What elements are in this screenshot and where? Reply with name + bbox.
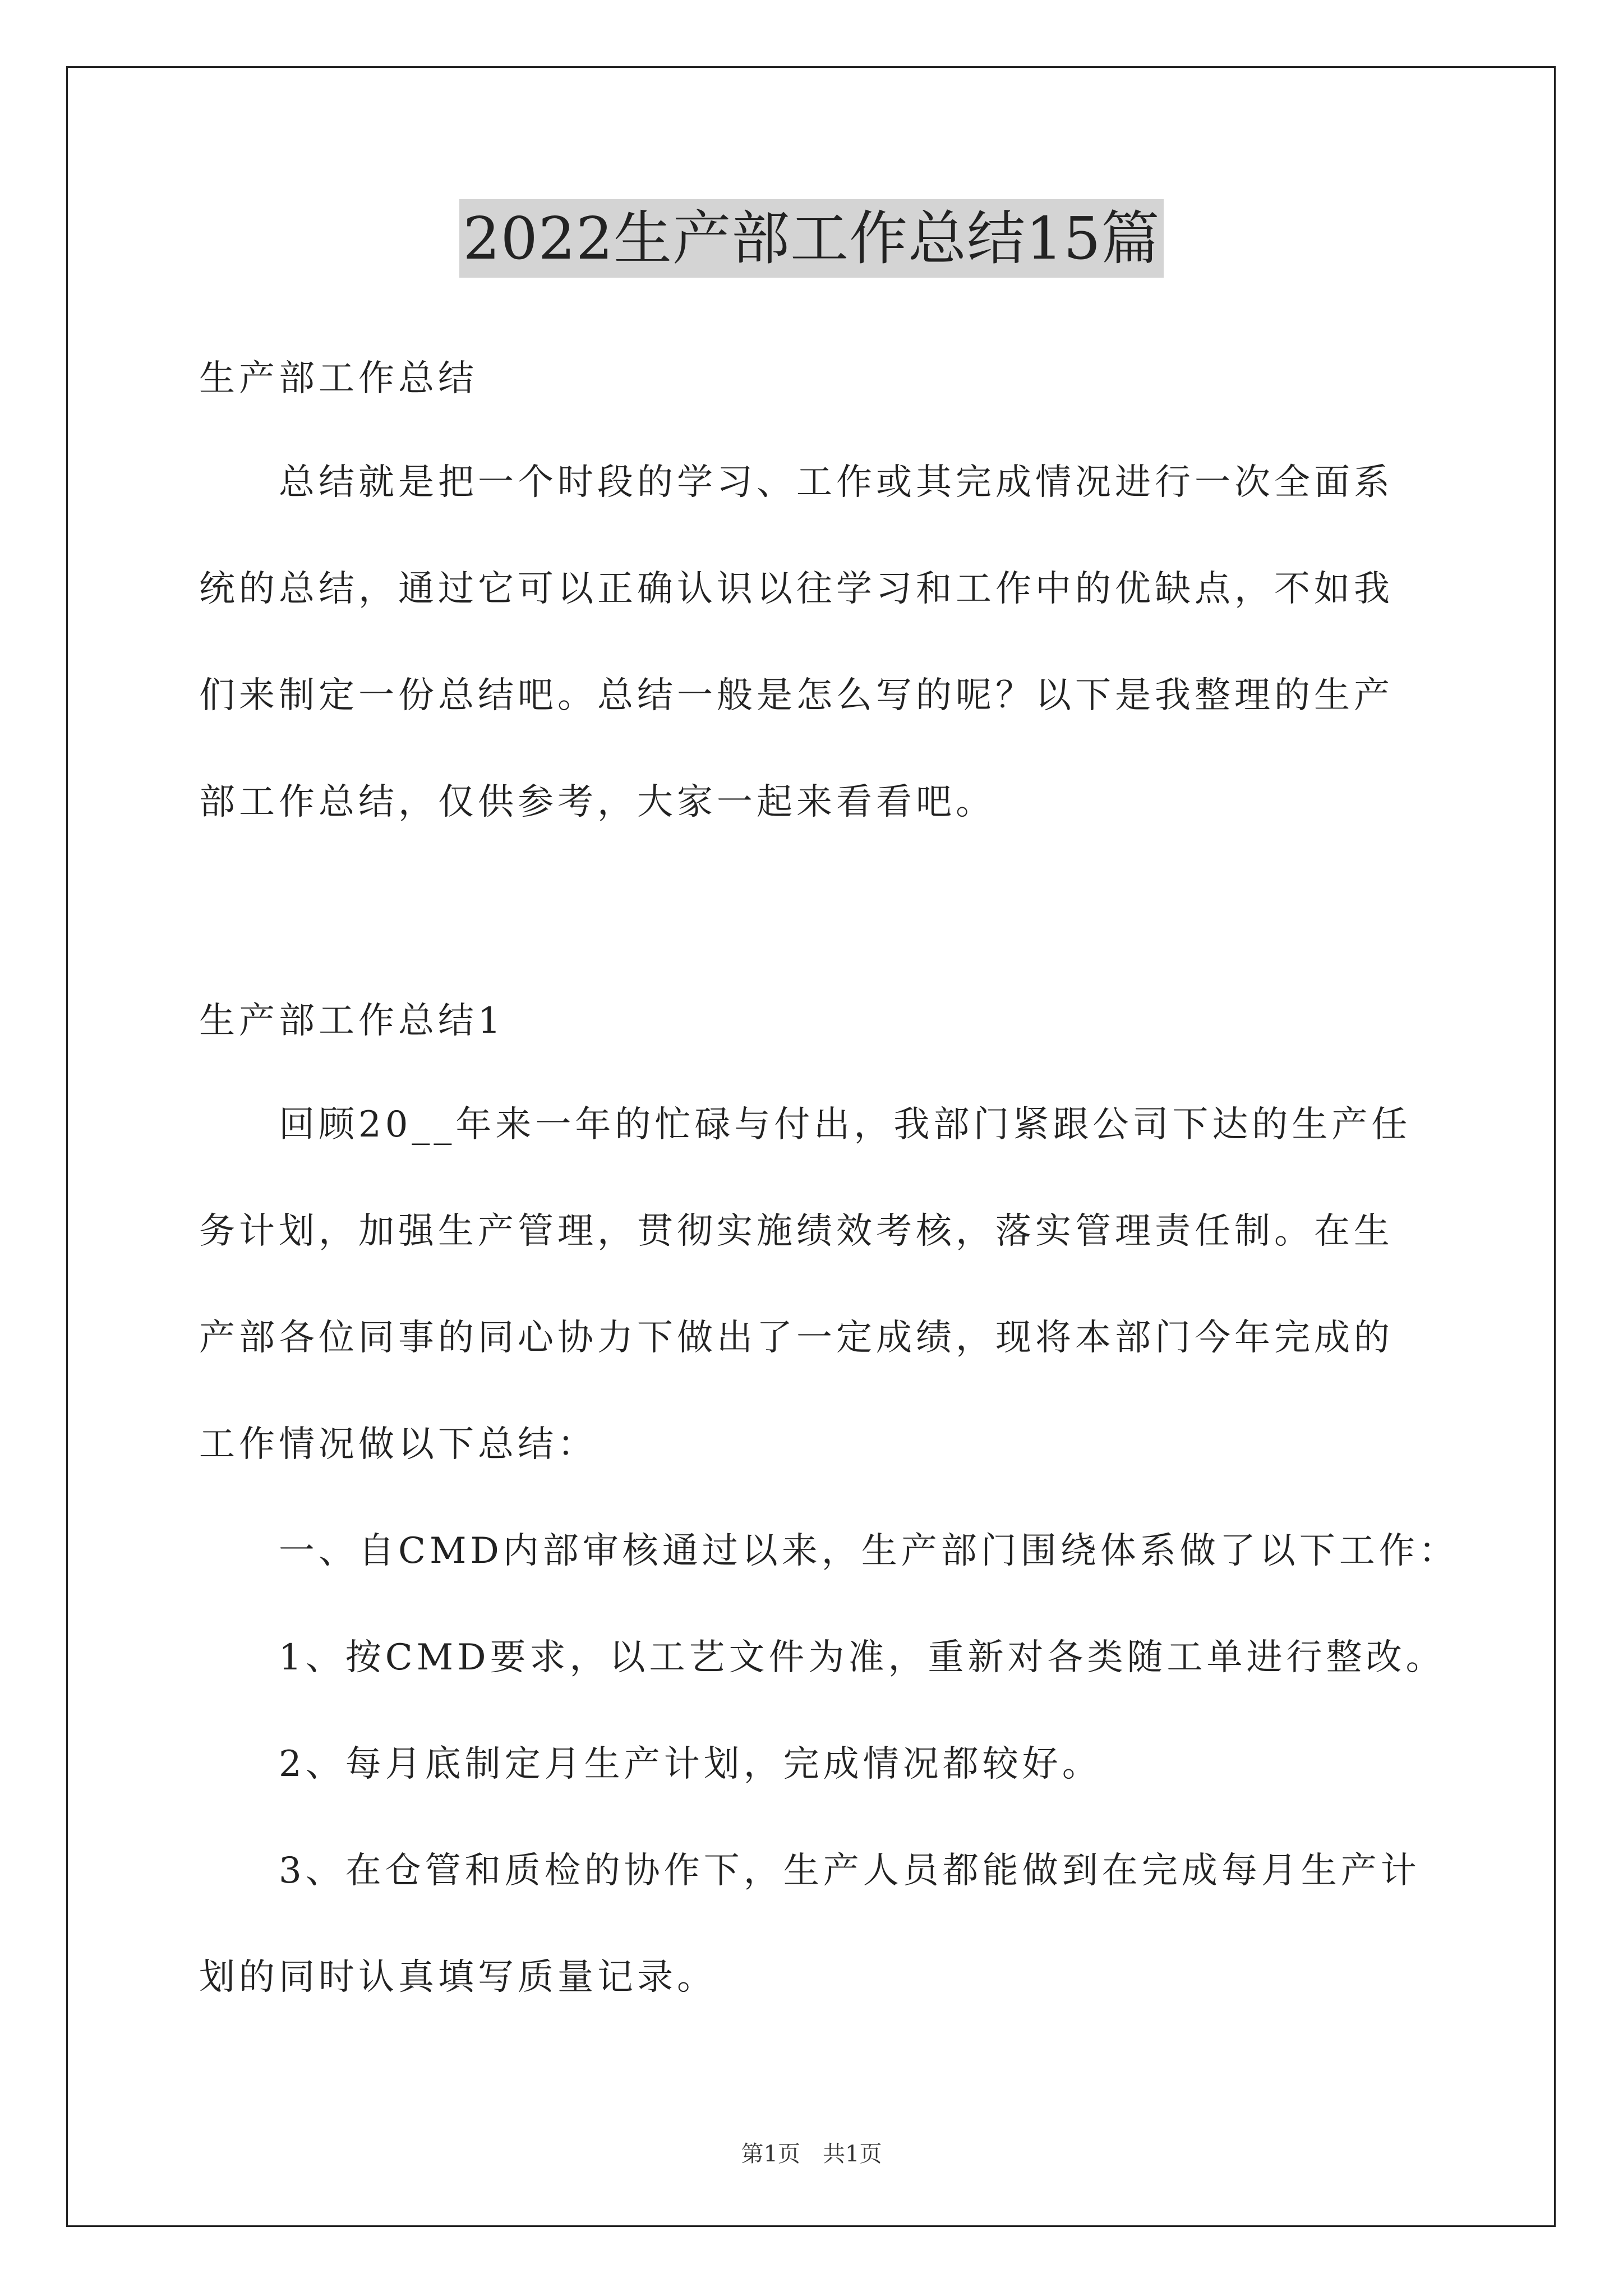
section1-line: 1、按CMD要求，以工艺文件为准，重新对各类随工单进行整改。 (199, 1637, 1446, 1678)
intro-line: 总结就是把一个时段的学习、工作或其完成情况进行一次全面系 (199, 462, 1394, 503)
intro-line: 部工作总结，仅供参考，大家一起来看看吧。 (199, 781, 995, 823)
section1-line: 工作情况做以下总结： (199, 1424, 597, 1465)
section1-line: 产部各位同事的同心协力下做出了一定成绩，现将本部门今年完成的 (199, 1317, 1394, 1359)
intro-line: 统的总结，通过它可以正确认识以往学习和工作中的优缺点，不如我 (199, 568, 1394, 610)
intro-line: 们来制定一份总结吧。总结一般是怎么写的呢？以下是我整理的生产 (199, 675, 1394, 716)
section1-line: 3、在仓管和质检的协作下，生产人员都能做到在完成每月生产计 (199, 1850, 1421, 1892)
title-container (0, 199, 1623, 278)
section1-line: 回顾20__年来一年的忙碌与付出，我部门紧跟公司下达的生产任 (199, 1104, 1412, 1145)
page-number: 第1页 共1页 (741, 2141, 882, 2167)
section1-line: 一、自CMD内部审核通过以来，生产部门围绕体系做了以下工作： (199, 1530, 1459, 1572)
section1-line: 划的同时认真填写质量记录。 (199, 1957, 717, 1998)
section1-line: 务计划，加强生产管理，贯彻实施绩效考核，落实管理责任制。在生 (199, 1211, 1394, 1252)
section1-line: 2、每月底制定月生产计划，完成情况都较好。 (199, 1743, 1102, 1785)
section1-heading: 生产部工作总结1 (199, 1000, 505, 1042)
intro-heading: 生产部工作总结 (199, 358, 478, 399)
document-title: 2022生产部工作总结15篇 (459, 199, 1163, 278)
